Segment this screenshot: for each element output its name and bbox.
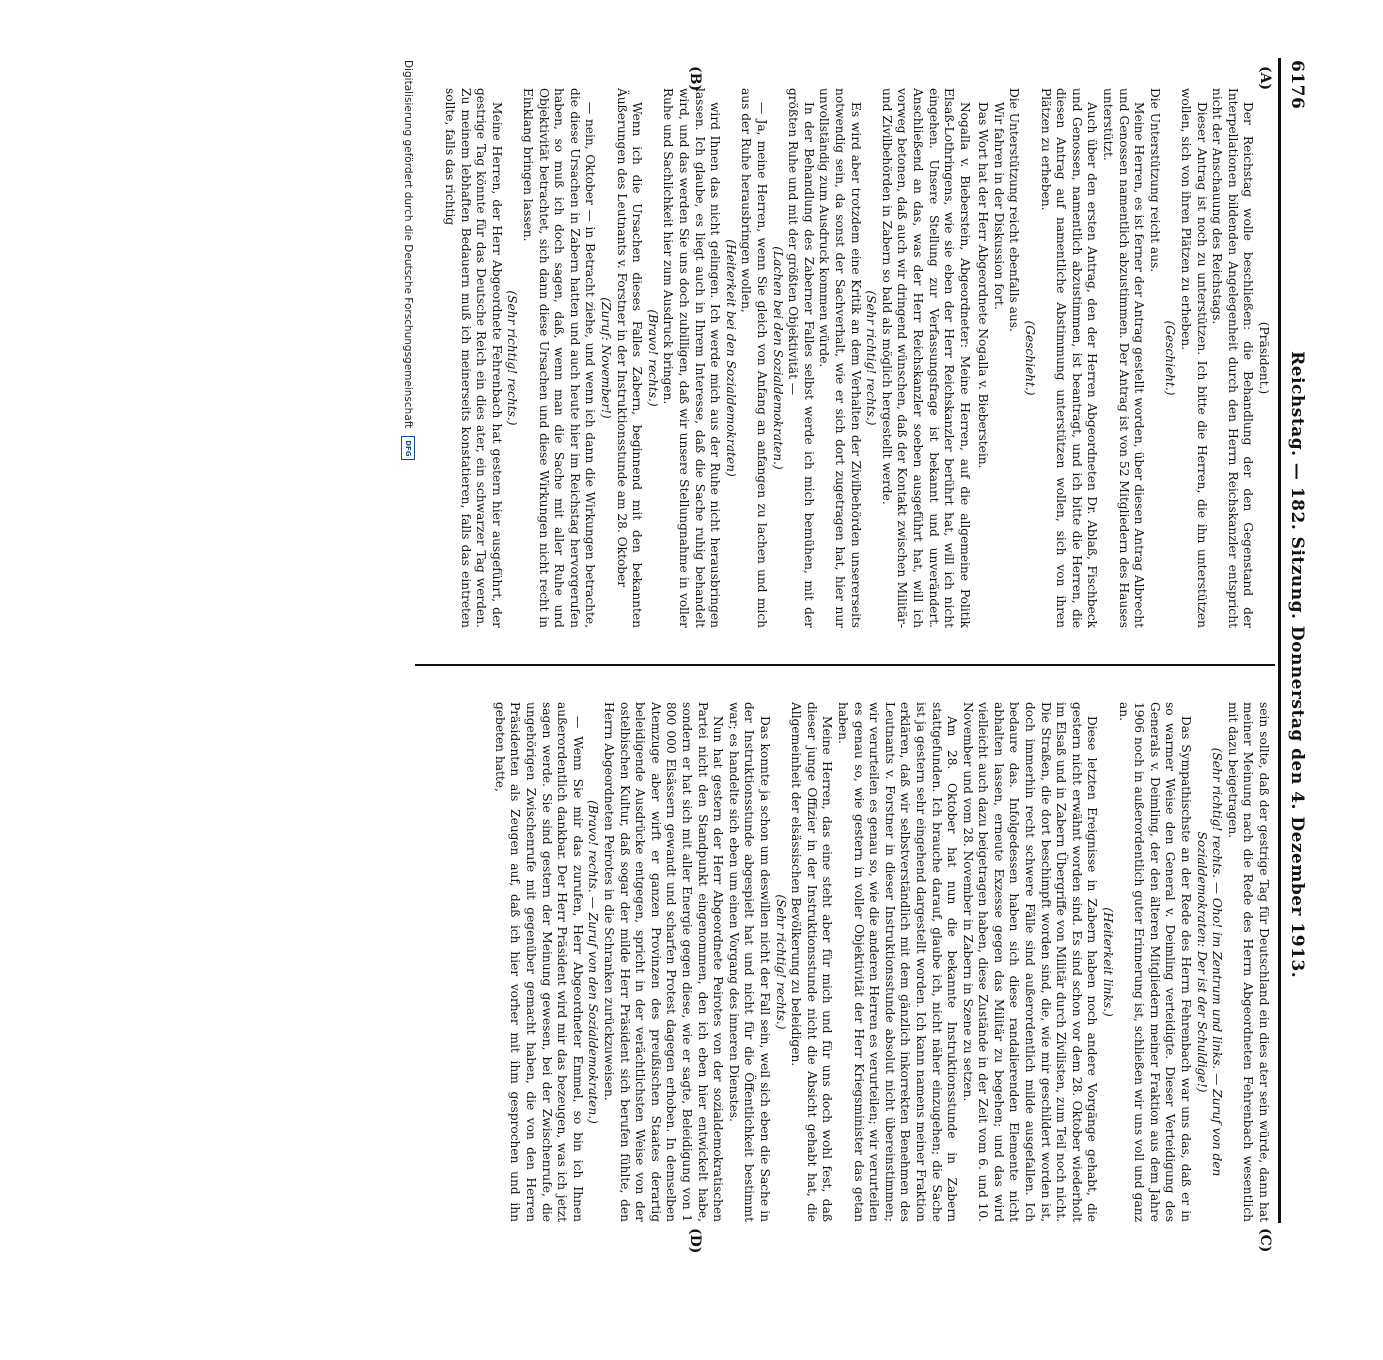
- left-column: [421, 88, 1271, 628]
- left-column-paragraph: Auch über den ersten Antrag, den der Herren Abgeordneten Dr. Ablaß, Fischbeck und Genossen, namentlich abzustimmen, ist beantragt, und ich bitte die Herren, die diesen Antrag auf namentliche Abstimmung unterstützen wollen, sich von ihren Plätzen zu erheben.: [1038, 88, 1100, 628]
- right-column-paragraph: (Sehr richtig! rechts.): [773, 894, 788, 1030]
- left-column-paragraph: Wir fahren in der Diskussion fort.: [991, 102, 1006, 310]
- margin-marker-a: (A): [1257, 66, 1273, 91]
- left-column-paragraph: (Zuruf: November!): [599, 297, 614, 419]
- left-column-paragraph: Die Unterstützung reicht ebenfalls aus.: [1007, 88, 1022, 332]
- page-title: Reichstag. — 182. Sitzung. Donnerstag den 4. Dezember 1913.: [1287, 351, 1307, 979]
- left-column-paragraph: (Geschieht.): [1023, 320, 1038, 396]
- right-column-paragraph: (Sehr richtig! rechts. — Oho! im Zentrum und links. — Zuruf von den Sozialdemokraten: Der ist der Schuldige!): [1194, 747, 1225, 1177]
- left-column-paragraph: Dieser Antrag ist noch zu unterstützen. Ich bitte die Herren, die ihn unterstützen wollen, sich von ihren Plätzen zu erheben.: [1179, 88, 1209, 628]
- left-column-paragraph: (Sehr richtig! rechts.): [505, 290, 520, 426]
- column-divider: [415, 664, 1275, 666]
- left-column-paragraph: In der Behandlung des Zaberner Falles selbst werde ich mich bemühen, mit der größten Ruhe und mit der größten Objektivität —: [786, 88, 816, 628]
- margin-marker-d: (D): [687, 1228, 703, 1254]
- left-column-paragraph: (Sehr richtig! rechts.): [864, 290, 879, 426]
- left-column-paragraph: Es wird aber trotzdem eine Kritik an dem Verhalten der Zivilbehörden unsererseits notwendig sein, da sonst der Sachverhalt, wie er sich dort zugetragen hat, hier nur unvollständig zum Ausdruck kommen würde.: [817, 88, 863, 628]
- right-column-paragraph: (Bravo! rechts. — Zuruf von den Sozialdemokraten.): [586, 800, 601, 1124]
- footer-text: Digitalisierung gefördert durch die Deutsche Forschungsgemeinschaft: [402, 60, 414, 429]
- left-column-paragraph: wird Ihnen das nicht gelingen. Ich werde mich aus der Ruhe nicht herausbringen lassen. Ich glaube, es liegt auch in Ihrem Interesse, daß die Sache ruhig behandelt wird, und das werden Sie uns doch zubilligen, daß wir unsere Stellungnahme in voller Ruhe und Sachlichkeit hier zum Ausdruck bringen.: [661, 88, 723, 628]
- margin-marker-b: (B): [687, 66, 703, 92]
- left-column-paragraph: — nein, Oktober — in Betracht ziehe, und wenn ich dann die Wirkungen betrachte, die diese Ursachen in Zabern hatten und auch heute hier im Reichstag hervorgerufen haben, so muß ich doch sagen, daß, wenn man die Sache mit aller Ruhe und Objektivität betrachtet, sich dann diese Ursachen und diese Wirkungen nicht recht in Einklang bringen lassen.: [521, 88, 598, 628]
- right-column-paragraph: sein sollte, daß der gestrige Tag für Deutschland ein dies ater sein würde, dann hat meiner Meinung nach die Rede des Herrn Abgeordneten Fehrenbach wesentlich mit dazu beigetragen.: [1225, 702, 1271, 1222]
- left-column-paragraph: Das Wort hat der Herr Abgeordnete Nogalla v. Bieberstein.: [976, 102, 991, 469]
- left-column-paragraph: (Heiterkeit bei den Sozialdemokraten): [723, 239, 738, 477]
- right-column-paragraph: Diese letzten Ereignisse in Zabern haben noch andere Vorgänge gehabt, die gestern nicht erwähnt worden sind. Es sind schon vor dem 28. Oktober wiederholt im Elsaß und in Zabern Übergriffe von Militär durch Zivilisten, zum Teil noch nicht. Die Straßen, die dort beschimpft worden sind, die, wie mir geschildert worden ist, doch immerhin recht schwere Fälle sind außerordentlich milde ausgefallen. Ich bedaure das. Infolgedessen haben sich diese randalierenden Elemente nicht abhalten lassen, erneute Exzesse gegen das Militär zu begehen; und das wird vielleicht auch dazu beigetragen haben, diese Zustände in der Zeit vom 6. und 10. November und vom 28. November in Zabern in Szene zu setzen.: [960, 702, 1100, 1222]
- right-column-paragraph: Das konnte ja schon um deswillen nicht der Fall sein, weil sich eben die Sache in der Instruktionsstunde abgespielt hat und nicht für die Öffentlichkeit bestimmt war; es handelte sich eben um einen Vorgang des inneren Dienstes.: [726, 702, 772, 1222]
- left-column-paragraph: (Präsident.): [1257, 321, 1271, 395]
- page-header: [1283, 60, 1311, 1220]
- left-column-paragraph: Die Unterstützung reicht aus.: [1147, 88, 1162, 273]
- left-column-paragraph: Meine Herren, der Herr Abgeordnete Fehrenbach hat gestern hier ausgeführt, der gestrige Tag könnte für das Deutsche Reich ein dies ater, ein schwarzer Tag werden. Zu meinem lebhaften Bedauern muß ich meinerseits konstatieren, falls das eintreten sollte, falls das richtig: [443, 88, 504, 628]
- left-column-paragraph: — Ja, meine Herren, wenn Sie gleich von Anfang an anfangen zu lachen und mich aus der Ruhe herausbringen wollen,: [739, 88, 769, 628]
- dfg-logo: DFG: [401, 436, 415, 460]
- page-number: 6176: [1287, 60, 1307, 110]
- right-column-paragraph: — Wenn Sie mir das zurufen, Herr Abgeordneter Emmel, so bin ich Ihnen außerordentlich dankbar. Der Herr Präsident wird mir das bezeugen, was ich jetzt sagen werde. Sie sind gestern der Meinung gewesen, bei der Zwischenrufe, die ungehörigen Zwischenrufe mit gegenüber gemacht haben, die von den Herren Präsidenten als Zeugen auf, daß ich hier vorher mit ihm gesprochen und ihn gebeten hatte,: [492, 702, 585, 1222]
- margin-marker-c: (C): [1257, 1228, 1273, 1253]
- left-column-paragraph: (Bravo! rechts.): [645, 309, 660, 407]
- right-column: [421, 702, 1271, 1222]
- right-column-paragraph: Das Sympathischste an der Rede des Herrn Fehrenbach war uns das, daß er in so warmer Weise den General v. Deimling verteidigte. Dieser Verteidigung des Generals v. Deimling, der den älteren Mitgliedern meiner Fraktion aus dem Jahre 1906 noch in außerordentlich guter Erinnerung ist, schließen wir uns voll und ganz an.: [1116, 702, 1194, 1222]
- footer: [401, 60, 415, 1360]
- left-column-paragraph: Der Reichstag wolle beschließen: die Behandlung der den Gegenstand der Interpellationen bildenden Angelegenheit durch den Herrn Reichskanzler entspricht nicht der Anschauung des Reichstags.: [1210, 88, 1256, 628]
- right-column-paragraph: Am 28. Oktober hat nun die bekannte Instruktionsstunde in Zabern stattgefunden. Ich brauche darauf, glaube ich, nicht näher einzugehen; die Sache ist ja gestern sehr eingehend dargestellt worden. Ich kann namens meiner Fraktion erklären, daß wir selbstverständlich mit dem gänzlich inkorrekten Benehmen des Leutnants v. Forstner in dieser Instruktionsstunde absolut nicht übereinstimmen; wir verurteilen es genau so, wie die anderen Herren es verurteilen; wir verurteilen es genau so, wie gestern in voller Objektivität der Herr Kriegsminister das getan haben.: [835, 702, 960, 1222]
- left-column-paragraph: Nogalla v. Bieberstein, Abgeordneter: Meine Herren, auf die allgemeine Politik Elsaß-Lothringens, wie sie eben der Herr Reichskanzler berührt hat, will ich nicht eingehen. Unsere Stellung zur Verfassungsfrage ist bekannt und unverändert. Anschließend an das, was der Herr Reichskanzler soeben ausgeführt hat, will ich vorweg betonen, daß auch wir dringend wünschen, daß der Kontakt zwischen Militär- und Zivilbehörden in Zabern so bald als möglich hergestellt werde.: [879, 88, 972, 628]
- left-column-paragraph: Wenn ich die Ursachen dieses Falles Zabern, beginnend mit den bekannten Äußerungen des Leutnants v. Forstner in der Instruktionsstunde am 28. Oktober: [614, 88, 645, 628]
- left-column-paragraph: (Lachen bei den Sozialdemokraten.): [770, 246, 785, 470]
- left-column-paragraph: (Geschieht.): [1163, 320, 1178, 396]
- right-column-paragraph: Nun hat gestern der Herr Abgeordnete Peirotes von der sozialdemokratischen Partei nicht den Standpunkt eingenommen, den ich eben hier entwickelt habe, sondern er hat sich mit aller Energie gegen diese, wie er sagte, Beleidigung von 1 800 000 Elsässern gewandt und scharfen Protest dagegen erhoben. In demselben Atemzuge aber wirft er ganzen Provinzen des preußischen Staates derartig beleidigende Ausdrücke entgegen, spricht in der verächtlichsten Weise von der ostelbischen Kultur, daß sogar der milde Herr Präsident sich berufen fühlte, den Herrn Abgeordneten Peirotes in die Schranken zurückzuweisen.: [602, 702, 726, 1222]
- header-rule: [1278, 58, 1281, 1223]
- right-column-paragraph: (Heiterkeit links.): [1101, 907, 1116, 1017]
- left-column-paragraph: Meine Herren, es ist ferner der Antrag gestellt worden, über diesen Antrag Albrecht und Genossen namentlich abzustimmen. Der Antrag ist von 52 Mitgliedern des Hauses unterstützt.: [1101, 88, 1147, 628]
- right-column-paragraph: Meine Herren, das eine steht aber für mich und für uns doch wohl fest, daß dieser junge Offizier in der Instruktionsstunde nicht die Absicht gehabt hat, die Allgemeinheit der elsässischen Bevölkerung zu beleidigen.: [789, 702, 835, 1222]
